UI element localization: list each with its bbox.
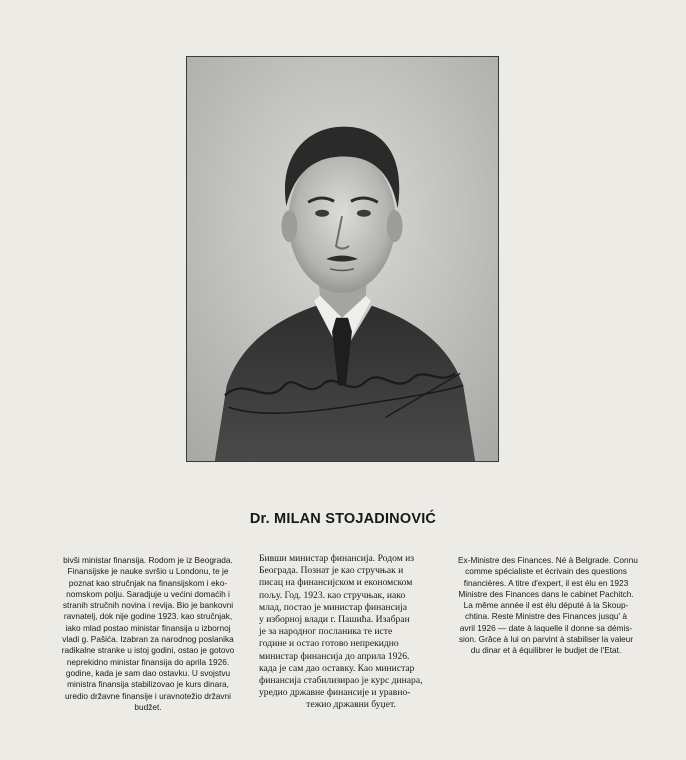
text-line: iako mlad postao ministar finansija u izbornoj: [65, 622, 231, 633]
text-line: ravnatelj, dok nije godine 1923. kao stručnjak,: [63, 611, 233, 622]
latin-text-column: [60, 555, 236, 713]
text-line: sion. Grâce à lui on parvint à stabiliser la valeur: [458, 634, 634, 645]
french-text-column: [458, 555, 638, 657]
text-line: године и остао готово непрекидно: [259, 638, 399, 650]
text-line: vladi g. Pašića. Izabran za narodnog poslanika: [62, 634, 234, 645]
text-line: nomskom polju. Saradjuje u većini domaćih i: [66, 588, 230, 599]
text-line: godine, kada je sam dao ostavku. U svojstvu: [65, 667, 231, 678]
text-line: poznat kao stručnjak na finansijskom i eko-: [68, 577, 228, 588]
text-line: Ministre des Finances dans le cabinet Pachitch.: [458, 588, 634, 599]
text-line: Бивши министар финансија. Родом из: [259, 553, 415, 564]
text-line: bivši ministar finansija. Rodom je iz Beograda.: [63, 555, 233, 565]
text-line: chtina. Reste Ministre des Finances jusqu' à: [464, 611, 628, 622]
text-line: ministra finansija stabilizovao je kurs dinara,: [67, 679, 229, 690]
text-line: neprekidno ministar finansija do aprila 1926.: [66, 656, 230, 667]
text-line: comme spécialiste et écrivain des questions: [465, 566, 627, 577]
text-line: avril 1926 — date à laquelle il donne sa démis-: [459, 622, 633, 633]
text-line: министар финансија до априла 1926.: [259, 650, 410, 662]
text-line: млад, постао је министар финансија: [259, 601, 407, 613]
text-line: uredio državne finansije i uravnotežio državni: [64, 690, 232, 701]
text-line: када је сам дао оставку. Као министар: [259, 662, 415, 674]
text-line: пољу. Год. 1923. као стручњак, иако: [259, 589, 406, 601]
text-line: Ex-Ministre des Finances. Né à Belgrade. Connu: [458, 555, 638, 565]
text-line: La même année il est élu député à la Skoup-: [463, 600, 629, 611]
cyrillic-text-column: [259, 553, 443, 712]
text-line: financières. A titre d'expert, il est élu en 1923: [463, 577, 629, 588]
portrait-photo: [186, 56, 499, 462]
text-line: du dinar et à équilibrer le budjet de l'Etat.: [470, 645, 622, 656]
text-line: radikalne stranke u istoj godini, ostao je gotovo: [61, 645, 235, 656]
text-line: тежио државни буџет.: [306, 699, 396, 711]
text-line: Београда. Познат је као стручњак и: [259, 565, 404, 577]
text-line: stranih stručnih novina i revija. Bio je bankovni: [62, 600, 234, 611]
text-line: у изборној влади г. Пашића. Изабран: [259, 614, 410, 626]
text-line: уредио државне финансије и уравно-: [259, 687, 411, 699]
portrait-engraving: [187, 57, 498, 461]
text-line: Finansijske je nauke svršio u Londonu, te je: [67, 566, 229, 577]
text-line: финансија стабилизирао је курс динара,: [259, 675, 423, 687]
text-line: писац на финансијском и економском: [259, 577, 413, 589]
text-line: budžet.: [134, 701, 162, 712]
text-line: је за народног посланика те исте: [259, 626, 393, 638]
page-title: Dr. MILAN STOJADINOVIĆ: [249, 511, 437, 527]
